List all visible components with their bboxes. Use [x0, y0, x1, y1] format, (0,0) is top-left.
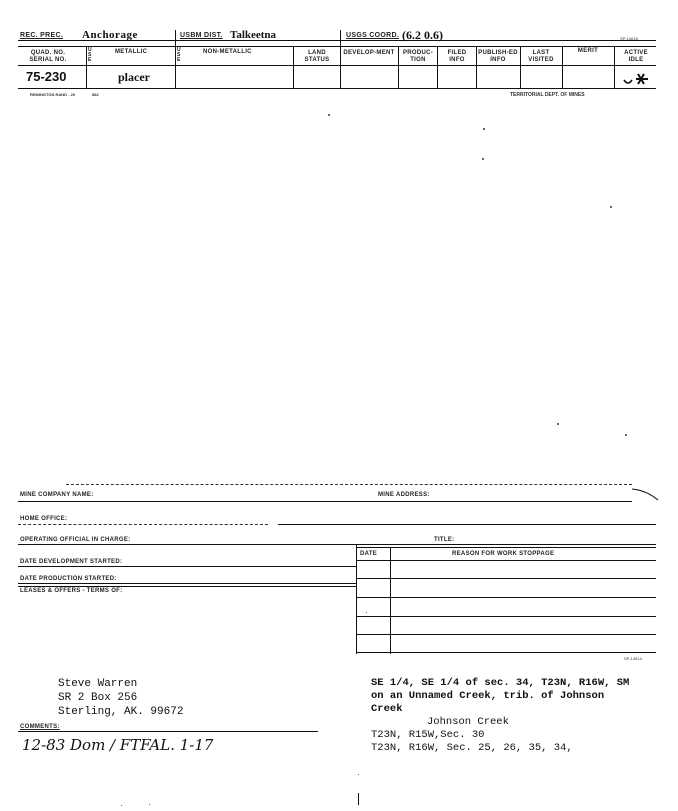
divider: [398, 46, 399, 88]
usbm-dist-value: Talkeetna: [230, 29, 277, 41]
speck: [557, 423, 559, 425]
row-rule: [18, 566, 356, 567]
location-description: [371, 677, 629, 755]
comments-handwritten: 12-83 Dom / FTFAL. 1-17: [22, 736, 214, 754]
date-col-label: DATE: [360, 551, 378, 557]
divider: [175, 30, 176, 46]
speck: [625, 434, 627, 436]
speck: [358, 774, 359, 775]
row-rule: [18, 501, 632, 502]
col-development: DEVELOP-MENT: [343, 50, 395, 56]
card-footer-mid: 882: [92, 92, 99, 97]
stray-line: [358, 793, 359, 805]
speck: [149, 804, 150, 805]
usgs-coord-label: USGS COORD.: [346, 32, 400, 39]
divider: [520, 46, 521, 88]
comments-rule: [18, 731, 318, 732]
location-line-4: Johnson Creek: [427, 716, 509, 728]
divider: [340, 30, 341, 46]
active-mark-icon: [620, 70, 654, 88]
home-office-label: HOME OFFICE:: [20, 516, 68, 522]
dashed-rule: [66, 484, 632, 485]
owner-address: [58, 677, 183, 719]
row-rule: [18, 544, 656, 545]
col-land-status: LAND STATUS: [304, 50, 330, 63]
row-rule: [356, 616, 656, 617]
divider: [175, 46, 176, 88]
col-active-idle: ACTIVE IDLE: [624, 50, 648, 63]
row-rule: [356, 547, 656, 548]
row-rule: [356, 578, 656, 579]
usgs-coord-value: (6.2 0.6): [402, 28, 443, 42]
col-use-1: U S E: [88, 47, 92, 63]
mine-company-name-label: MINE COMPANY NAME:: [20, 492, 94, 498]
date-development-started-label: DATE DEVELOPMENT STARTED:: [20, 559, 123, 565]
usbm-dist-label: USBM DIST.: [180, 32, 223, 39]
col-use-2: U S E: [177, 47, 181, 63]
row-rule: [356, 597, 656, 598]
date-production-started-label: DATE PRODUCTION STARTED:: [20, 576, 117, 582]
location-line-1: SE 1/4, SE 1/4 of sec. 34, T23N, R16W, SM: [371, 677, 630, 689]
divider: [390, 547, 391, 654]
col-quad-serial: QUAD. NO. SERIAL NO.: [29, 50, 67, 63]
bottom-form-number: SP-14614: [624, 656, 642, 661]
mine-address-label: MINE ADDRESS:: [378, 492, 430, 498]
location-line-6: T23N, R16W, Sec. 25, 26, 35, 34,: [371, 742, 573, 754]
form-number: SP-14618: [620, 36, 638, 41]
serial-value: 75-230: [26, 69, 67, 84]
row-rule: [356, 560, 656, 561]
row-rule: [18, 586, 356, 587]
divider: [614, 46, 615, 88]
card-bottom-rule: [18, 88, 656, 89]
row-rule: [356, 634, 656, 635]
divider: [293, 46, 294, 88]
speck: [482, 158, 484, 160]
col-published-info: PUBLISH-ED INFO: [478, 50, 518, 63]
divider: [562, 46, 563, 88]
curve-mark: [632, 488, 660, 502]
col-production: PRODUC-TION: [402, 50, 434, 63]
leases-offers-label: LEASES & OFFERS - TERMS OF:: [20, 588, 123, 594]
divider: [476, 46, 477, 88]
card-footer-left: REMINGTON RAND - 20: [30, 92, 76, 97]
address-line-1: Steve Warren: [58, 678, 138, 690]
speck: [483, 128, 485, 130]
row-rule: [18, 583, 356, 584]
col-merit: MERIT: [577, 48, 599, 54]
divider: [340, 46, 341, 88]
rec-prec-label: REC. PREC.: [20, 32, 64, 39]
rec-prec-value: Anchorage: [82, 29, 138, 41]
col-non-metallic: NON-METALLIC: [203, 49, 252, 55]
speck: [366, 612, 367, 613]
column-header-row: [18, 46, 656, 66]
operating-official-label: OPERATING OFFICIAL IN CHARGE:: [20, 537, 131, 543]
title-label: TITLE:: [434, 537, 455, 543]
address-line-2: SR 2 Box 256: [58, 692, 138, 704]
comments-label: COMMENTS:: [20, 724, 60, 730]
col-filed-info: FILED INFO: [447, 50, 467, 63]
divider: [86, 46, 87, 88]
row-rule: [356, 652, 656, 653]
row-rule: [278, 524, 656, 525]
location-line-2: on an Unnamed Creek, trib. of Johnson: [371, 690, 605, 702]
card-footer-right: TERRITORIAL DEPT. OF MINES: [510, 92, 585, 98]
reason-col-label: REASON FOR WORK STOPPAGE: [452, 551, 555, 557]
location-line-3: Creek: [371, 703, 403, 715]
address-line-3: Sterling, AK. 99672: [58, 706, 184, 718]
speck: [328, 114, 330, 116]
speck: [610, 206, 612, 208]
metallic-value: placer: [118, 70, 150, 84]
location-line-5: T23N, R15W,Sec. 30: [371, 729, 485, 741]
dashed-rule: [18, 524, 268, 525]
divider: [356, 544, 357, 654]
col-last-visited: LAST VISITED: [528, 50, 554, 63]
speck: [121, 805, 122, 806]
col-metallic: METALLIC: [115, 49, 148, 55]
divider: [437, 46, 438, 88]
